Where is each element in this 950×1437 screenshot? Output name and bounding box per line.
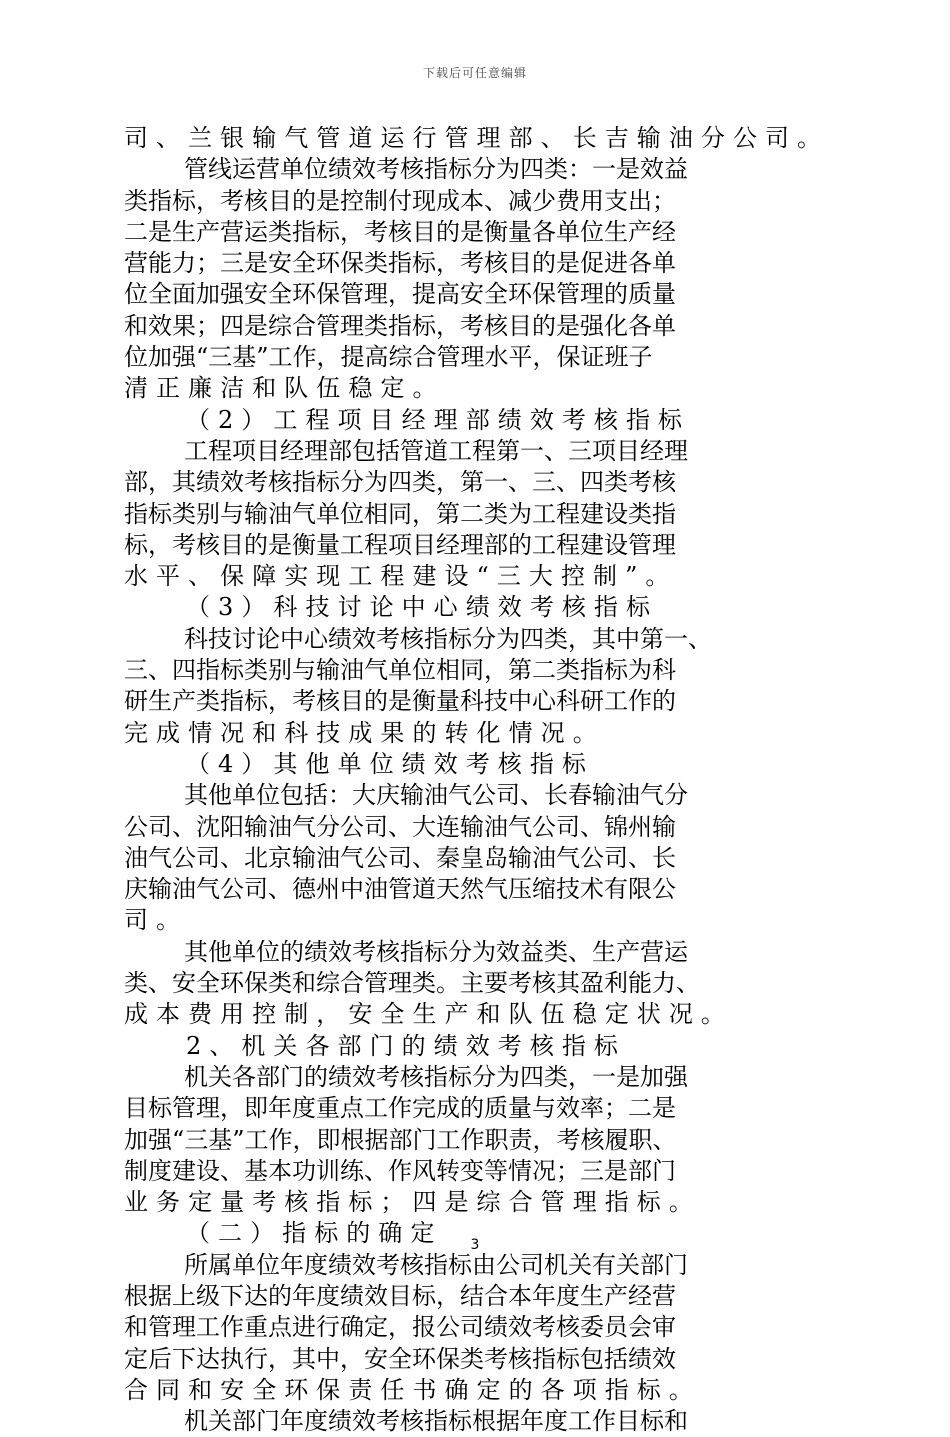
page-header: 下载后可任意编辑	[422, 66, 527, 80]
text-line: 庆输油气公司、德州中油管道天然气压缩技术有限公	[124, 875, 676, 904]
text-line: 目标管理，即年度重点工作完成的质量与效率；二是	[124, 1094, 676, 1123]
text-line: 制度建设、基本功训练、作风转变等情况；三是部门	[124, 1156, 676, 1185]
text-line: 清正廉洁和队伍稳定。	[124, 374, 445, 403]
text-line: 管线运营单位绩效考核指标分为四类：一是效益	[184, 155, 688, 184]
section-heading: （2）工程项目经理部绩效考核指标	[186, 405, 691, 434]
text-line: 位加强“三基”工作，提高综合管理水平，保证班子	[124, 343, 653, 372]
page-number: 3	[470, 1237, 480, 1253]
text-line: 公司、沈阳输油气分公司、大连输油气公司、锦州输	[124, 812, 676, 841]
text-line: 部，其绩效考核指标分为四类，第一、三、四类考核	[124, 468, 676, 497]
text-line: 司。	[124, 906, 189, 935]
text-line: 科技讨论中心绩效考核指标分为四类，其中第一、	[184, 624, 712, 653]
text-line: 司、兰银输气管道运行管理部、长吉输油分公司。	[124, 124, 830, 152]
text-line: 其他单位的绩效考核指标分为效益类、生产营运	[184, 937, 688, 966]
text-line: 加强“三基”工作，即根据部门工作职责，考核履职、	[124, 1125, 677, 1154]
section-heading: （二）指标的确定	[186, 1219, 443, 1248]
text-line: 机关各部门的绩效考核指标分为四类，一是加强	[184, 1062, 688, 1091]
text-line: 水平、保障实现工程建设“三大控制”。	[124, 562, 678, 591]
text-line: 类指标，考核目的是控制付现成本、减少费用支出；	[124, 186, 676, 215]
text-line: 标，考核目的是衡量工程项目经理部的工程建设管理	[124, 530, 676, 559]
text-line: 其他单位包括：大庆输油气公司、长春输油气分	[184, 781, 688, 810]
section-heading: （3）科技讨论中心绩效考核指标	[186, 593, 659, 622]
text-line: 油气公司、北京输油气公司、秦皇岛输油气公司、长	[124, 843, 676, 872]
text-line: 工程项目经理部包括管道工程第一、三项目经理	[184, 436, 688, 465]
text-line: 位全面加强安全环保管理，提高安全环保管理的质量	[124, 280, 676, 309]
text-line: 和效果；四是综合管理类指标，考核目的是强化各单	[124, 311, 676, 340]
text-line: 成本费用控制，安全生产和队伍稳定状况。	[124, 1000, 733, 1029]
text-line: 二是生产营运类指标，考核目的是衡量各单位生产经	[124, 217, 676, 246]
text-line: 定后下达执行，其中，安全环保类考核指标包括绩效	[124, 1344, 676, 1373]
text-line: 和管理工作重点进行确定，报公司绩效考核委员会审	[124, 1313, 676, 1342]
text-line: 指标类别与输油气单位相同，第二类为工程建设类指	[124, 499, 676, 528]
text-line: 营能力；三是安全环保类指标，考核目的是促进各单	[124, 249, 676, 278]
text-line: 根据上级下达的年度绩效目标，结合本年度生产经营	[124, 1281, 676, 1310]
text-line: 类、安全环保类和综合管理类。主要考核其盈利能力、	[124, 969, 700, 998]
section-heading: （4）其他单位绩效考核指标	[186, 749, 594, 778]
text-line: 合同和安全环保责任书确定的各项指标。	[124, 1375, 701, 1404]
text-line: 所属单位年度绩效考核指标由公司机关有关部门	[184, 1250, 688, 1279]
text-line: 研生产类指标，考核目的是衡量科技中心科研工作的	[124, 687, 676, 716]
text-line: 三、四指标类别与输油气单位相同，第二类指标为科	[124, 656, 676, 685]
text-line: 业务定量考核指标；四是综合管理指标。	[124, 1188, 701, 1217]
section-heading: 2、机关各部门的绩效考核指标	[186, 1031, 626, 1060]
text-line: 完成情况和科技成果的转化情况。	[124, 718, 605, 747]
text-line: 机关部门年度绩效考核指标根据年度工作目标和	[184, 1407, 688, 1436]
